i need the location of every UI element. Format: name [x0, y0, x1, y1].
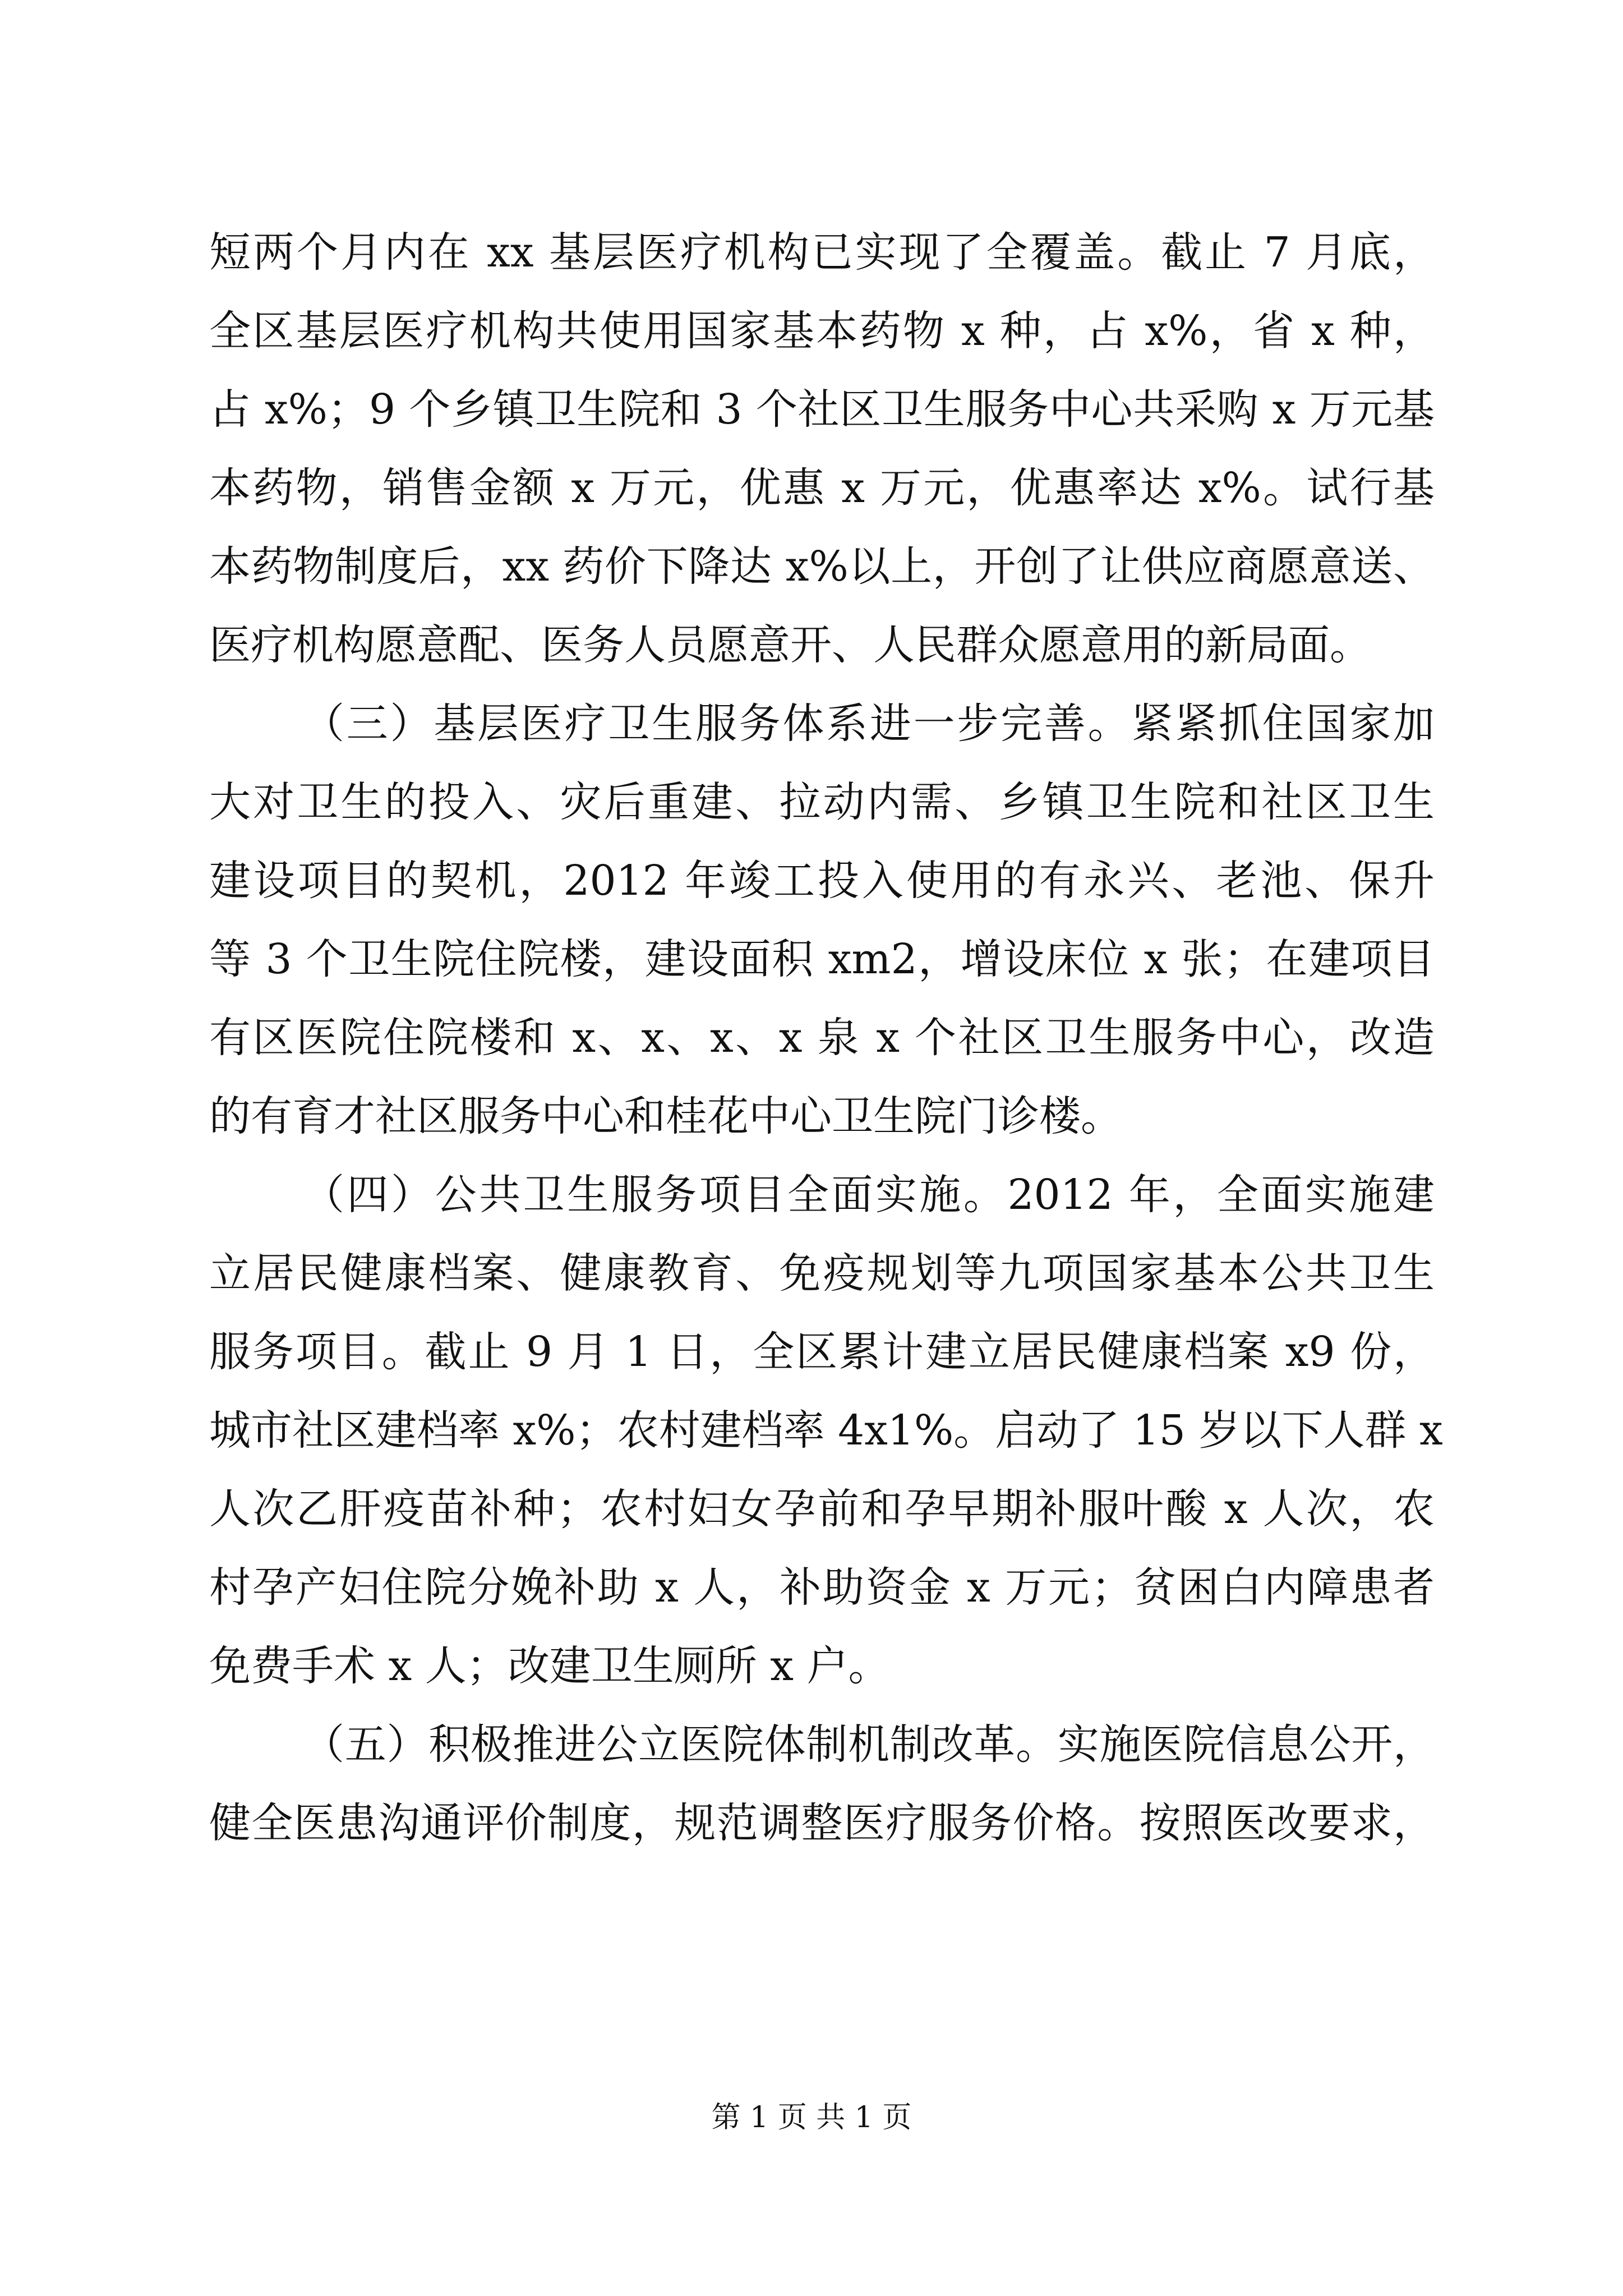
paragraph-heading-3: （三）基层医疗卫生服务体系进一步完善。紧紧抓住国家加 [303, 700, 1435, 748]
text-line-8: 大对卫生的投入、灾后重建、拉动内需、乡镇卫生院和社区卫生 [209, 778, 1435, 826]
text-line-9: 建设项目的契机，2012 年竣工投入使用的有永兴、老池、保升 [209, 857, 1435, 905]
page-footer: 第 1 页 共 1 页 [711, 2101, 912, 2134]
paragraph-heading-5: （五）积极推进公立医院体制机制改革。实施医院信息公开， [303, 1720, 1435, 1769]
text-line-1: 短两个月内在 xx 基层医疗机构已实现了全覆盖。截止 7 月底， [209, 228, 1435, 277]
text-line-18: 村孕产妇住院分娩补助 x 人，补助资金 x 万元；贫困白内障患者 [209, 1563, 1435, 1612]
text-line-12: 的有育才社区服务中心和桂花中心卫生院门诊楼。 [209, 1092, 1122, 1140]
text-line-17: 人次乙肝疫苗补种；农村妇女孕前和孕早期补服叶酸 x 人次，农 [209, 1485, 1435, 1533]
text-line-10: 等 3 个卫生院住院楼，建设面积 xm2，增设床位 x 张；在建项目 [209, 935, 1435, 983]
text-line-4: 本药物，销售金额 x 万元，优惠 x 万元，优惠率达 x%。试行基 [209, 464, 1435, 512]
text-line-16: 城市社区建档率 x%；农村建档率 4x1%。启动了 15 岁以下人群 x [209, 1406, 1443, 1455]
text-line-15: 服务项目。截止 9 月 1 日，全区累计建立居民健康档案 x9 份， [209, 1328, 1435, 1376]
text-line-11: 有区医院住院楼和 x、x、x、x 泉 x 个社区卫生服务中心，改造 [209, 1014, 1435, 1062]
text-line-6: 医疗机构愿意配、医务人员愿意开、人民群众愿意用的新局面。 [209, 621, 1371, 669]
paragraph-heading-4: （四）公共卫生服务项目全面实施。2012 年，全面实施建 [303, 1171, 1435, 1219]
text-line-5: 本药物制度后，xx 药价下降达 x%以上，开创了让供应商愿意送、 [209, 542, 1435, 591]
text-line-19: 免费手术 x 人；改建卫生厕所 x 户。 [209, 1642, 890, 1690]
text-line-14: 立居民健康档案、健康教育、免疫规划等九项国家基本公共卫生 [209, 1249, 1435, 1297]
text-line-3: 占 x%；9 个乡镇卫生院和 3 个社区卫生服务中心共采购 x 万元基 [209, 385, 1435, 434]
text-line-2: 全区基层医疗机构共使用国家基本药物 x 种，占 x%，省 x 种， [209, 307, 1435, 355]
text-line-21: 健全医患沟通评价制度，规范调整医疗服务价格。按照医改要求， [209, 1799, 1435, 1847]
